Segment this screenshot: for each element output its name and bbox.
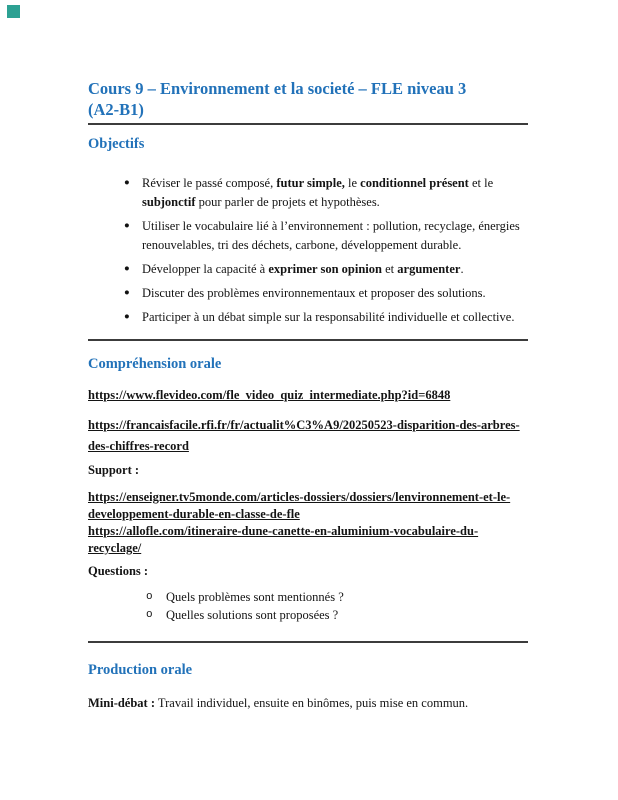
text-run: . — [460, 262, 464, 276]
mini-debat-label: Mini-débat : — [88, 696, 156, 710]
list-item-text — [142, 308, 528, 327]
text-run: Utiliser le vocabulaire lié à l’environnement : pollution, recyclage, énergies renouvelables, tri des déchets, carbone, développement durable. — [142, 219, 520, 252]
heading-objectifs: Objectifs — [88, 136, 145, 152]
list-item-text — [142, 284, 528, 303]
section-divider — [88, 339, 528, 341]
sub-bullet-icon: o — [146, 609, 153, 621]
text-run: argumenter — [397, 262, 461, 276]
text-run: et — [381, 262, 398, 276]
section-divider — [88, 641, 528, 643]
text-run: et le — [468, 176, 494, 190]
list-item — [88, 217, 528, 255]
bullet-icon: ● — [124, 221, 130, 231]
document-content — [88, 0, 528, 712]
list-item-text — [142, 217, 528, 255]
question-item — [88, 606, 528, 624]
bullet-icon: ● — [124, 312, 130, 322]
mini-debat-paragraph — [88, 694, 528, 712]
link-line: https://www.flevideo.com/fle_video_quiz_intermediate.php?id=6848 — [88, 388, 451, 402]
text-run: futur simple, — [276, 176, 345, 190]
bullet-icon: ● — [124, 288, 130, 298]
list-item — [88, 284, 528, 303]
title-line-2: (A2-B1) — [88, 100, 144, 119]
bullet-icon: ● — [124, 178, 130, 188]
text-run: Réviser le passé composé, — [142, 176, 277, 190]
support-links — [88, 489, 528, 557]
link-line: https://enseigner.tv5monde.com/articles-dossiers/dossiers/lenvironnement-et-le- — [88, 490, 511, 504]
link-tv5monde[interactable] — [88, 489, 528, 523]
heading-production-orale: Production orale — [88, 662, 193, 678]
text-run: pour parler de projets et hypothèses. — [195, 195, 380, 209]
link-line: developpement-durable-en-classe-de-fle — [88, 507, 300, 521]
support-label: Support : — [88, 463, 140, 477]
text-run: subjonctif — [142, 195, 196, 209]
text-run: exprimer son opinion — [268, 262, 382, 276]
page-title — [88, 78, 528, 125]
list-item — [88, 308, 528, 327]
link-line: https://allofle.com/itineraire-dune-canette-en-aluminium-vocabulaire-du-recyclage/ — [88, 524, 479, 555]
questions-list — [88, 588, 528, 624]
questions-label: Questions : — [88, 564, 149, 578]
mini-debat-text: Travail individuel, ensuite en binômes, puis mise en commun. — [155, 696, 469, 710]
link-rfi[interactable] — [88, 415, 528, 457]
title-line-1: Cours 9 – Environnement et la societé – FLE niveau 3 — [88, 79, 467, 98]
corner-marker — [7, 5, 20, 18]
text-run: conditionnel présent — [360, 176, 469, 190]
link-line: https://francaisfacile.rfi.fr/fr/actualit%C3%A9/20250523-disparition-des-arbres- — [88, 418, 520, 432]
list-item-text — [142, 174, 528, 212]
text-run: le — [344, 176, 361, 190]
list-item-text — [142, 260, 528, 279]
sub-bullet-icon: o — [146, 591, 153, 603]
heading-comprehension-orale: Compréhension orale — [88, 356, 222, 372]
question-text: Quelles solutions sont proposées ? — [166, 608, 339, 622]
link-line: des-chiffres-record — [88, 439, 189, 453]
text-run: Discuter des problèmes environnementaux et proposer des solutions. — [142, 286, 486, 300]
bullet-icon: ● — [124, 264, 130, 274]
question-text: Quels problèmes sont mentionnés ? — [166, 590, 344, 604]
list-item — [88, 260, 528, 279]
question-item — [88, 588, 528, 606]
text-run: Participer à un débat simple sur la responsabilité individuelle et collective. — [142, 310, 515, 324]
text-run: Développer la capacité à — [142, 262, 269, 276]
link-allofle[interactable] — [88, 523, 528, 557]
list-item — [88, 174, 528, 212]
objectives-list — [88, 174, 528, 327]
link-flevideo[interactable] — [88, 387, 528, 403]
